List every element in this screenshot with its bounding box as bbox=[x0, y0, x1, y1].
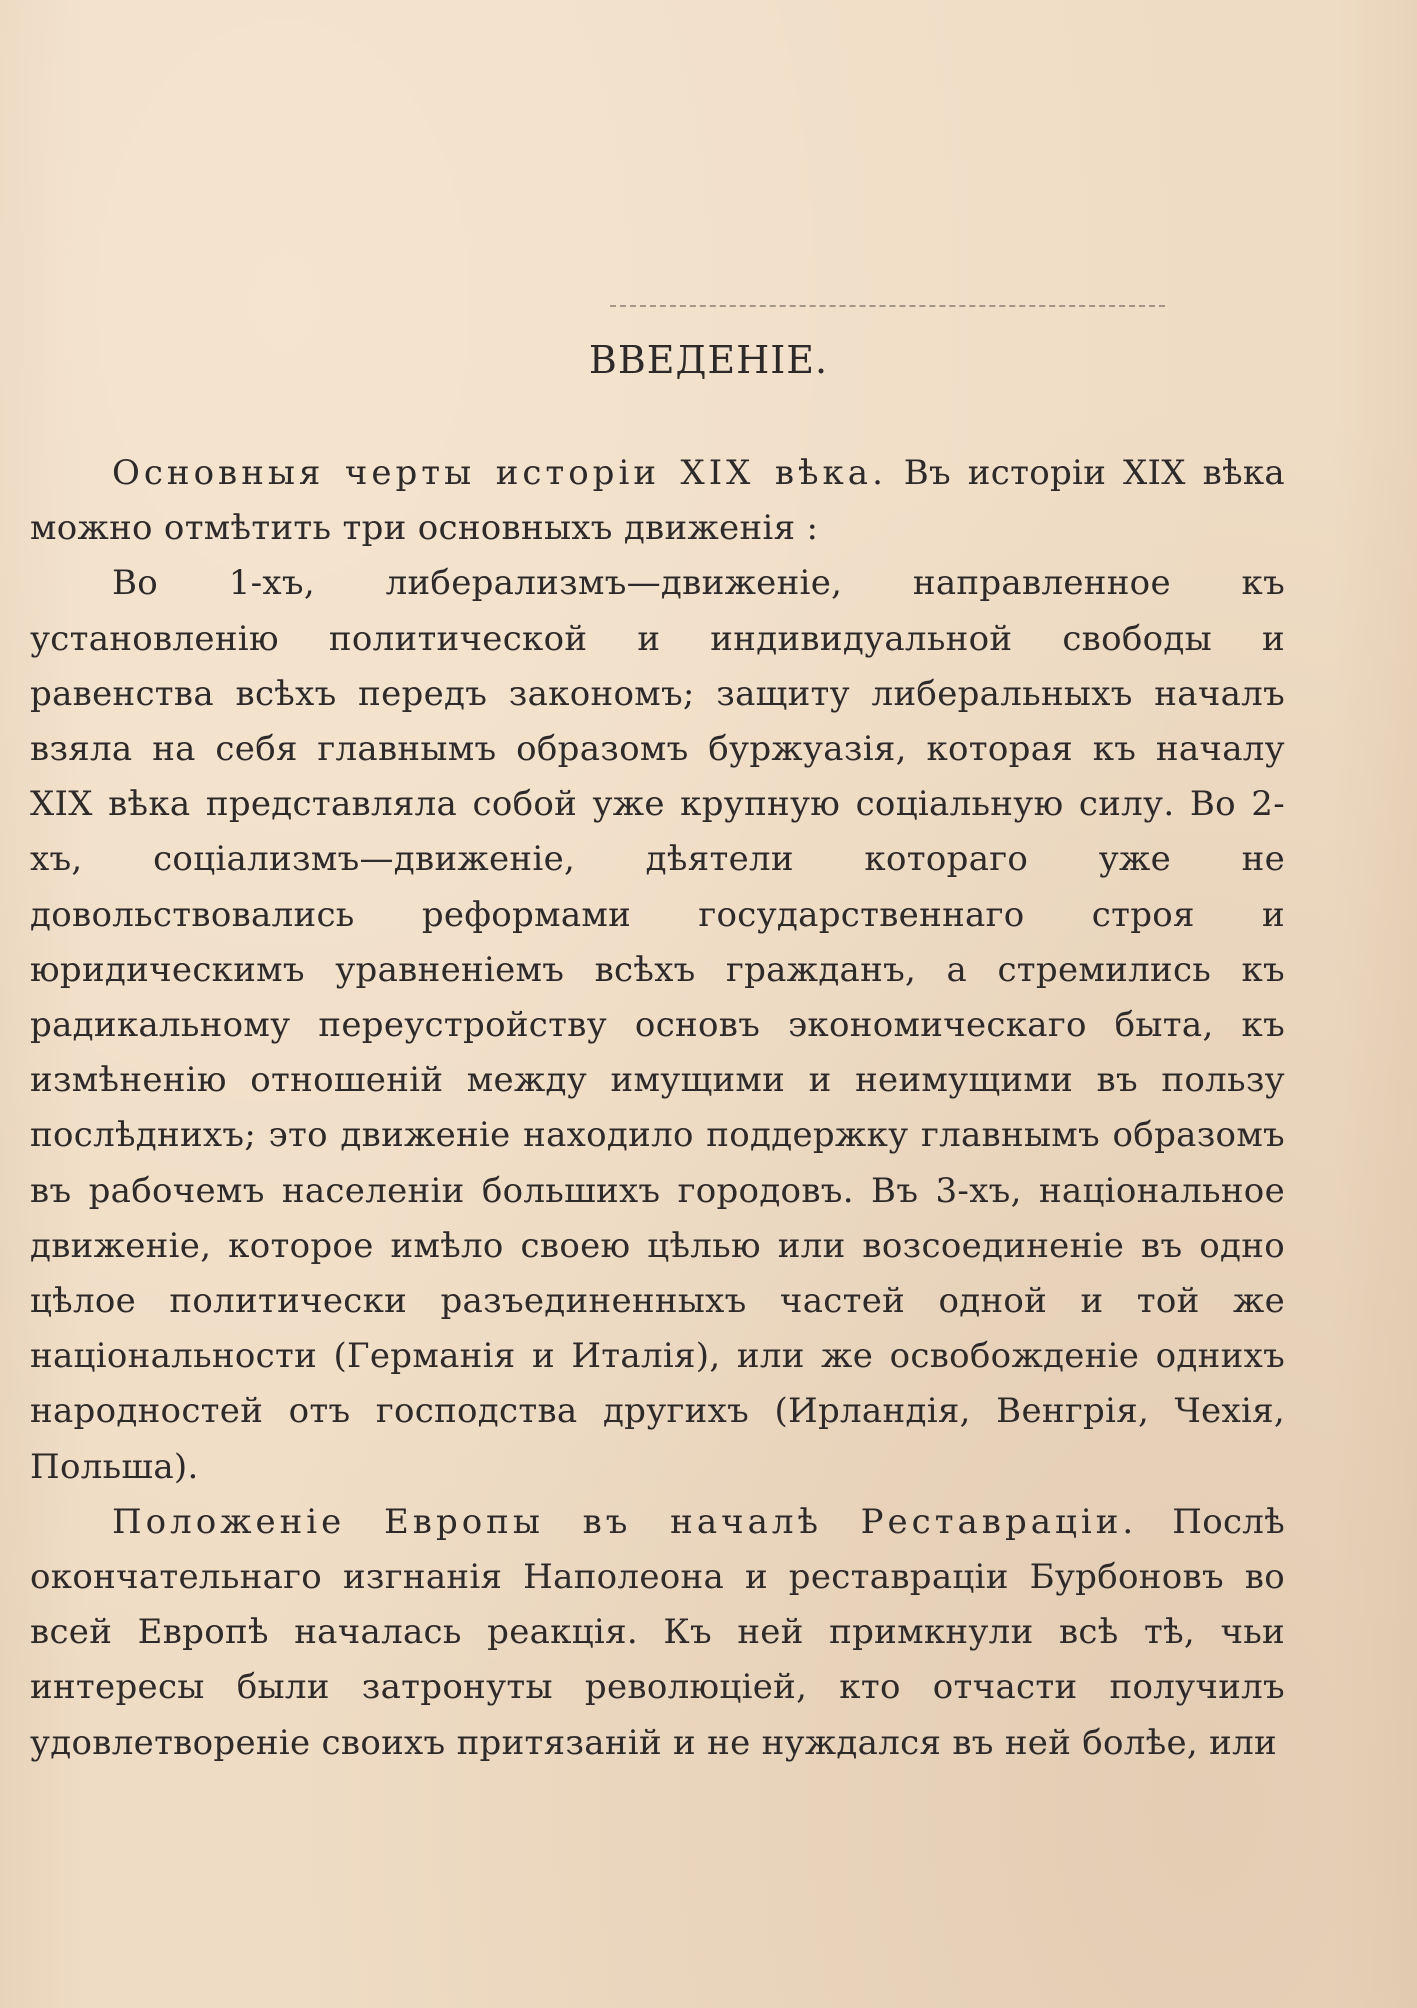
paragraph-1-lead: Основныя черты исторіи XIX вѣка. bbox=[112, 453, 887, 493]
paragraph-2-text: Во 1-хъ, либерализмъ—движеніе, направленное къ установленію политической и индивидуальной свободы и равенства всѣхъ передъ закономъ; защиту либеральныхъ началъ взяла на себя главнымъ образомъ буржуазія, которая къ началу XIX вѣка представляла собой уже крупную соціальную силу. Во 2-хъ, соціализмъ—движеніе, дѣятели котораго уже не довольствовались реформами государственнаго строя и юридическимъ уравненіемъ всѣхъ гражданъ, а стремились къ радикальному переустройству основъ экономическаго быта, къ измѣненію отношеній между имущими и неимущими въ пользу послѣднихъ; это движеніе находило поддержку главнымъ образомъ въ рабочемъ населеніи большихъ городовъ. Въ 3-хъ, національное движеніе, которое имѣло своею цѣлью или возсоединеніе въ одно цѣлое политически разъединенныхъ частей одной и той же національности (Германія и Италія), или же освобожденіе однихъ народностей отъ господства другихъ (Ирландія, Венгрія, Чехія, Польша). bbox=[30, 563, 1285, 1487]
paragraph-1 bbox=[30, 446, 1285, 556]
paragraph-3 bbox=[30, 1495, 1285, 1771]
body-text bbox=[30, 446, 1285, 1771]
section-heading: ВВЕДЕНІЕ. bbox=[588, 338, 829, 382]
paragraph-2 bbox=[30, 556, 1285, 1494]
paragraph-3-lead: Положеніе Европы въ началѣ Реставраціи. bbox=[112, 1501, 1138, 1542]
header-rule bbox=[610, 305, 1165, 307]
paragraph-3-text: Послѣ окончательнаго изгнанія Наполеона и реставраціи Бурбоновъ во всей Европѣ началась реакція. Къ ней примкнули всѣ тѣ, чьи интересы были затронуты революціей, кто отчасти получилъ удовлетвореніе своихъ притязаній и не нуждался въ ней болѣе, или bbox=[30, 1501, 1286, 1763]
paragraph-1-text: Въ исторіи XIX вѣка можно отмѣтить три основныхъ движенія : bbox=[30, 453, 1285, 549]
